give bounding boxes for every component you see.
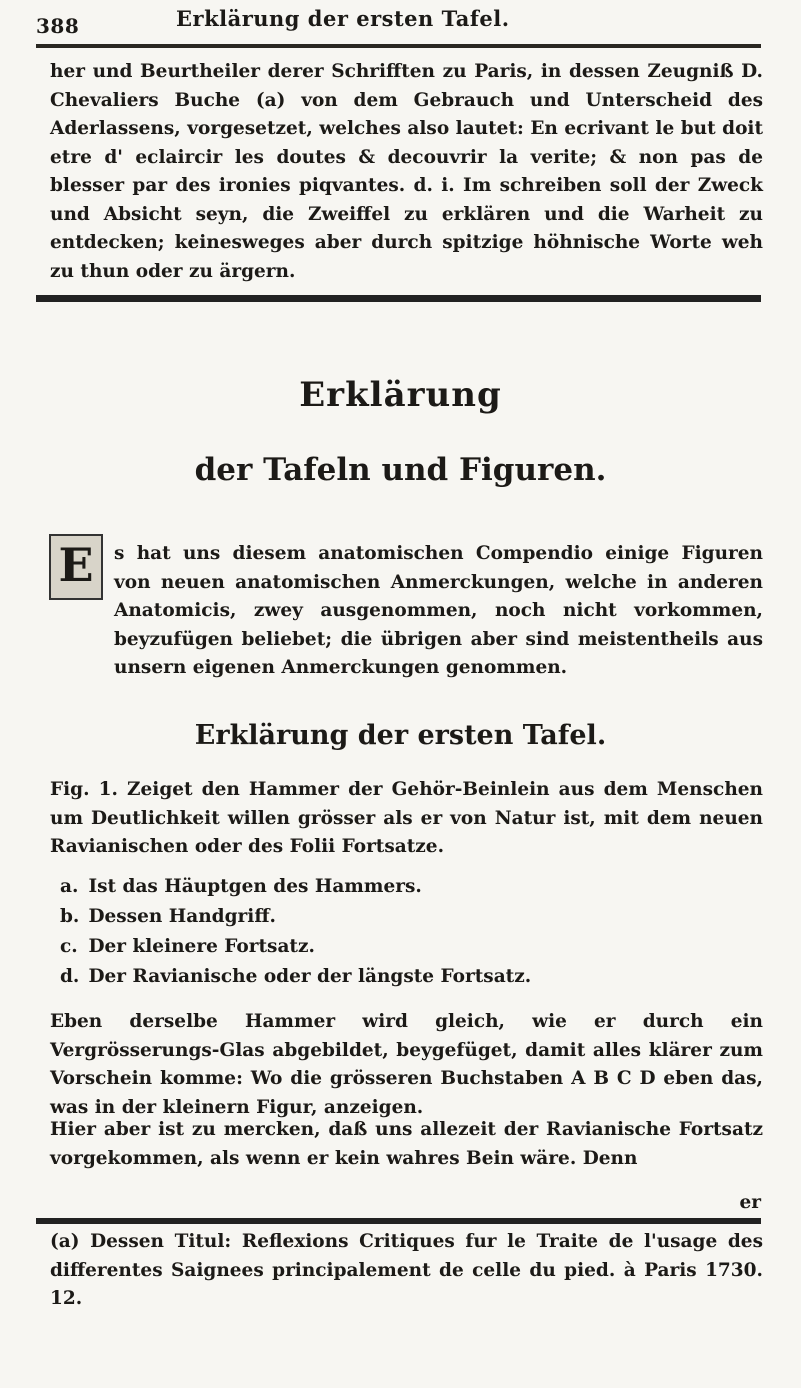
legend-text: Dessen Handgriff.: [88, 906, 276, 927]
legend-item: [60, 962, 531, 992]
running-head: [36, 6, 761, 36]
legend-label: d.: [60, 966, 80, 987]
legend-label: a.: [60, 876, 79, 897]
paragraph-2: Eben derselbe Hammer wird gleich, wie er durch ein Vergrösserungs-Glas abgebildet, beygefüget, damit alles klärer zum Vorschein komme: Wo die grösseren Buchstaben A B C D eben das, was in der kleinern Figur, anzeigen.: [50, 1011, 763, 1118]
page-number: 388: [36, 14, 80, 38]
legend-text: Der Ravianische oder der längste Fortsatz.: [88, 966, 532, 987]
legend-item: [60, 932, 531, 962]
figure-legend: [60, 872, 531, 992]
main-heading: Erklärung: [299, 375, 502, 415]
drop-cap: E: [49, 534, 103, 600]
figure-description: [50, 776, 763, 862]
catchword: er: [739, 1192, 761, 1213]
section-divider: [36, 295, 761, 302]
section-heading: Erklärung der ersten Tafel.: [194, 720, 607, 751]
legend-text: Der kleinere Fortsatz.: [88, 936, 315, 957]
figure-text: Zeiget den Hammer der Gehör-Beinlein aus dem Menschen um Deutlichkeit willen grösser als er von Natur ist, mit dem neuen Ravianischen oder des Folii Fortsatze.: [50, 779, 763, 857]
figure-label: Fig. 1.: [50, 779, 118, 800]
footnote: (a) Dessen Titul: Reflexions Critiques fur le Traite de l'usage des differentes Saignees principalement de celle du pied. à Paris 1730. 12.: [50, 1231, 763, 1309]
legend-text: Ist das Häuptgen des Hammers.: [88, 876, 422, 897]
sub-heading: der Tafeln und Figuren.: [194, 452, 607, 488]
intro-paragraph: [50, 540, 763, 683]
legend-item: [60, 902, 531, 932]
running-title: Erklärung der ersten Tafel.: [176, 6, 510, 31]
legend-label: b.: [60, 906, 80, 927]
legend-label: c.: [60, 936, 78, 957]
intro-text: s hat uns diesem anatomischen Compendio einige Figuren von neuen anatomischen Anmerckungen, welche in anderen Anatomicis, zwey ausgenommen, noch nicht vorkommen, beyzufügen beliebet; die übrigen aber sind meistentheils aus unsern eigenen Anmerckungen genommen.: [114, 543, 763, 678]
legend-item: [60, 872, 531, 902]
paragraph-3: Hier aber ist zu mercken, daß uns allezeit der Ravianische Fortsatz vorgekommen, als wenn er kein wahres Bein wäre. Denn: [50, 1119, 763, 1169]
header-rule: [36, 44, 761, 48]
top-paragraph: her und Beurtheiler derer Schrifften zu Paris, in dessen Zeugniß D. Chevaliers Buche (a) von dem Gebrauch und Unterscheid des Aderlassens, vorgesetzet, welches also lautet: En ecrivant le but doit etre d' eclaircir les doutes & decouvrir la verite; & non pas de blesser par des ironies piqvantes. d. i. Im schreiben soll der Zweck und Absicht seyn, die Zweiffel zu erklären und die Warheit zu entdecken; keinesweges aber durch spitzige höhnische Worte weh zu thun oder zu ärgern.: [50, 61, 763, 282]
footnote-rule: [36, 1218, 761, 1224]
